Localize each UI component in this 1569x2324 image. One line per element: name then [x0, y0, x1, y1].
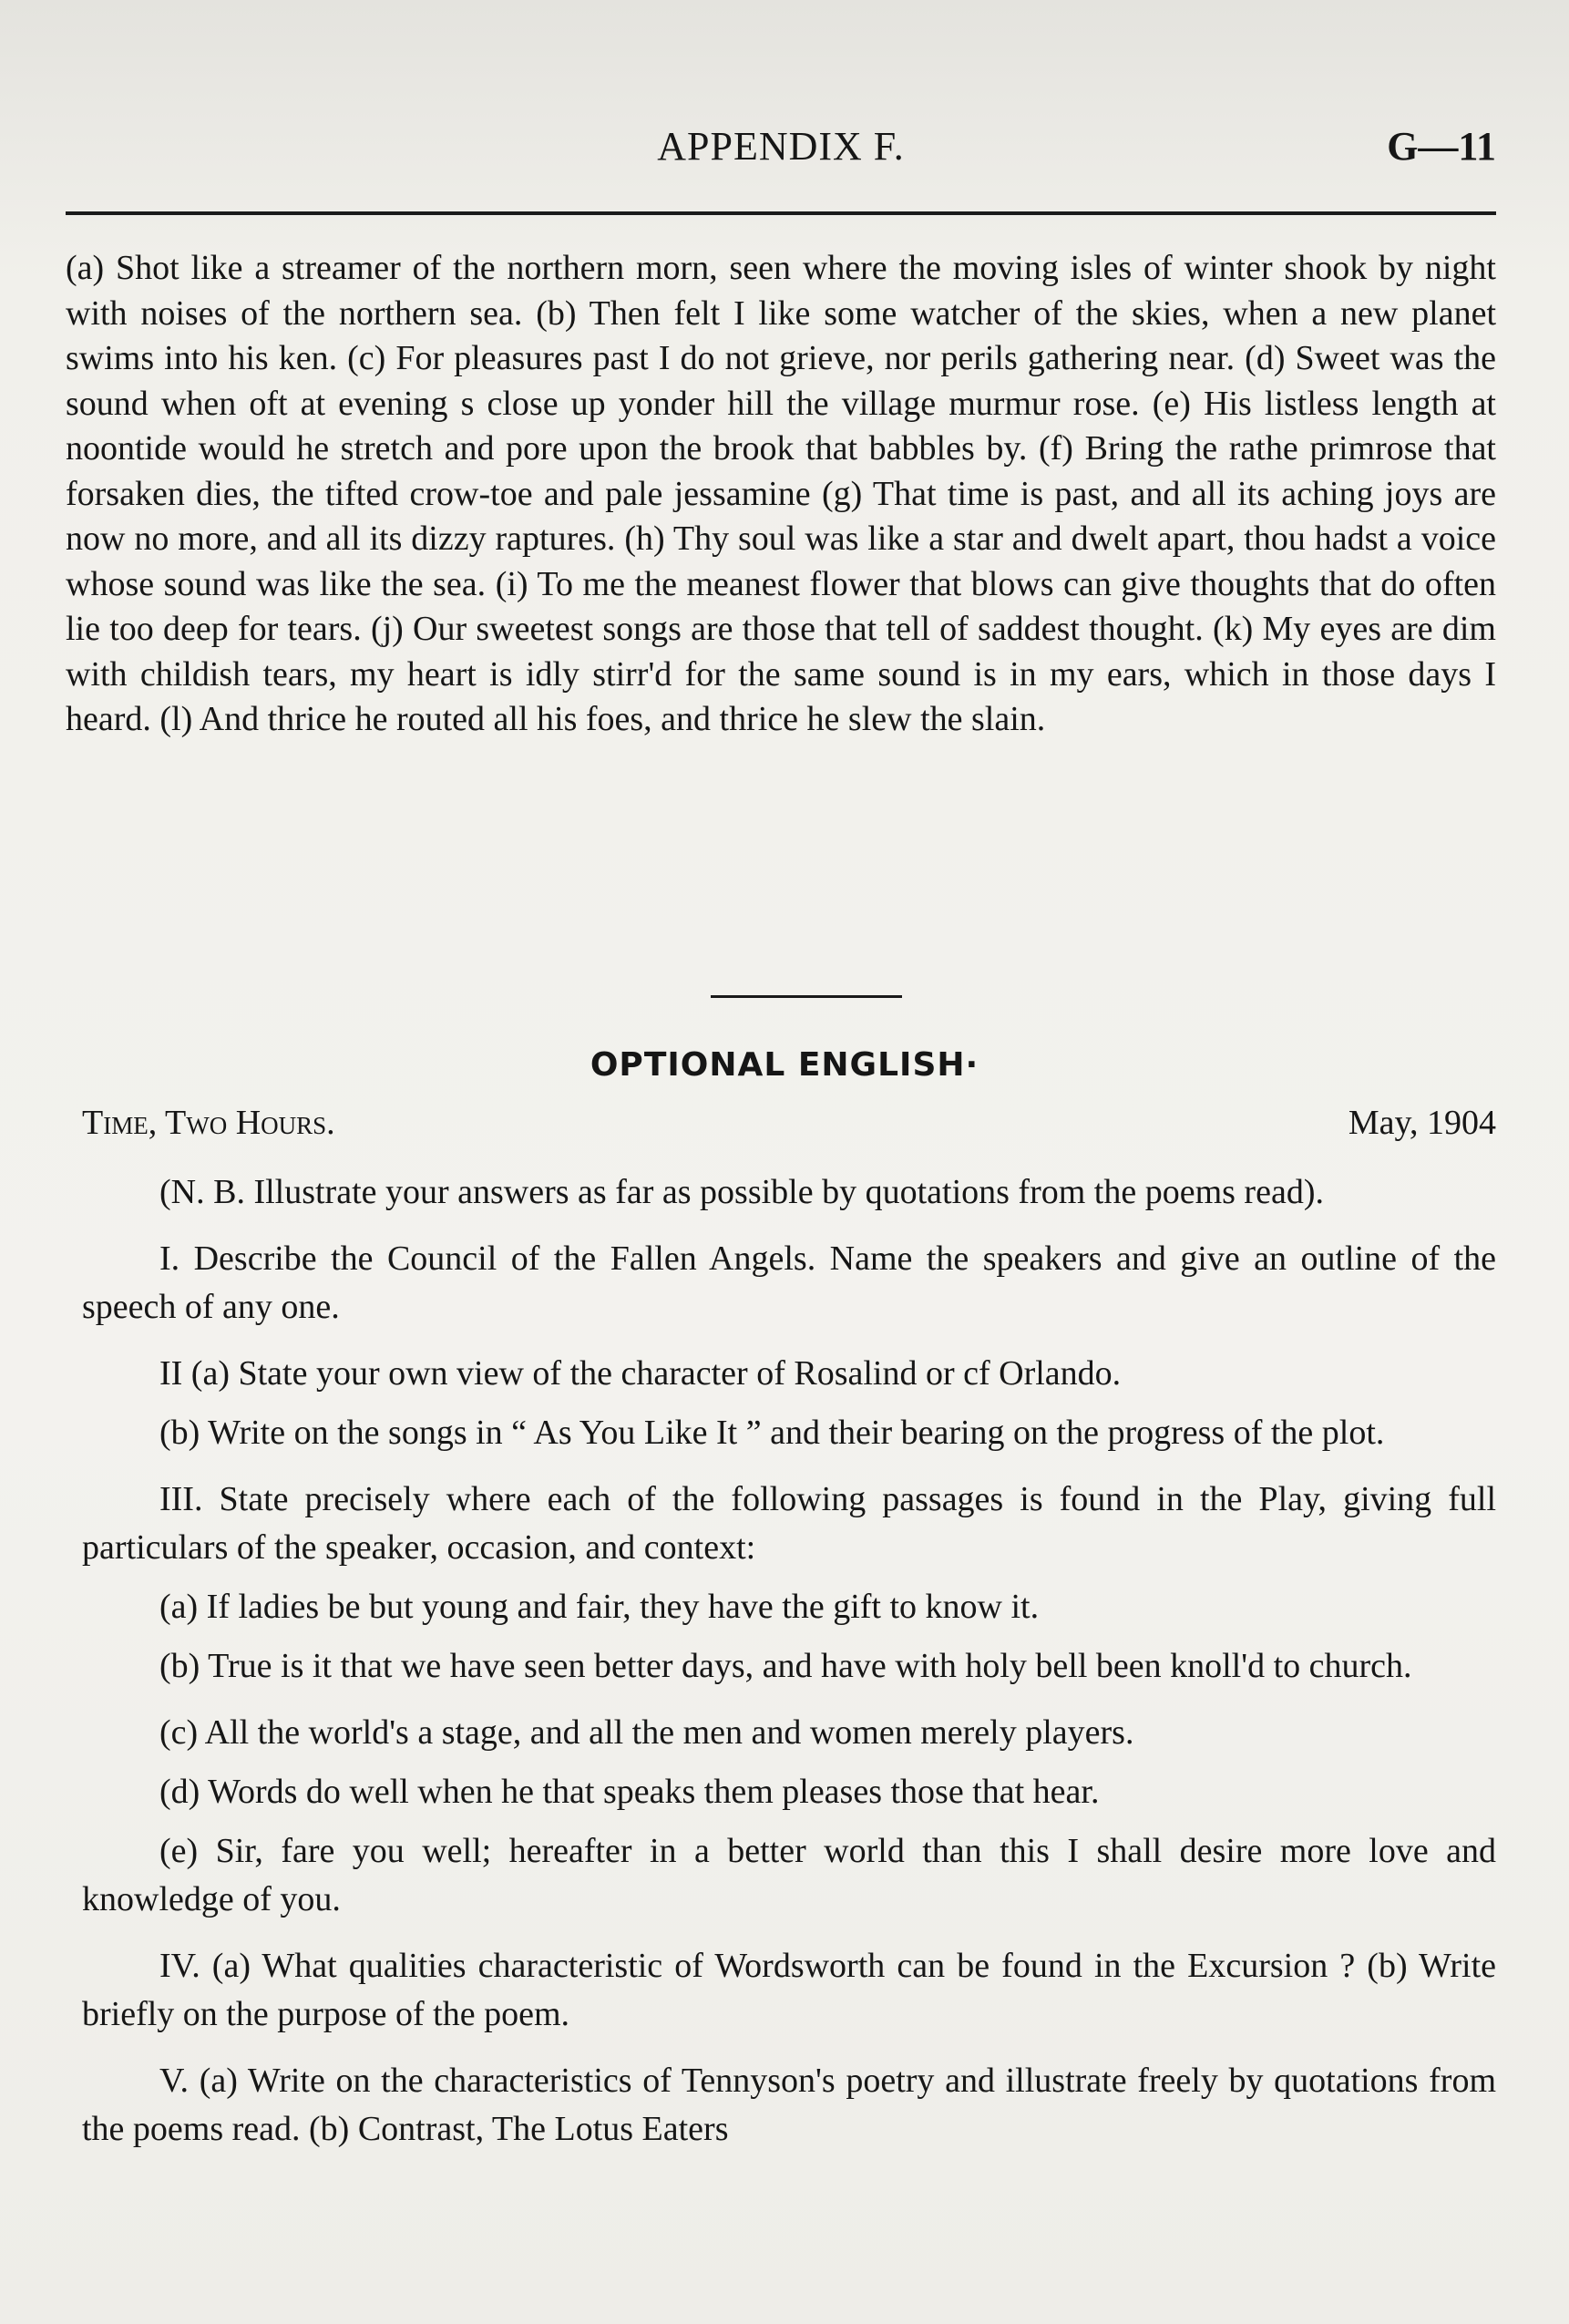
exam-date: May, 1904: [1348, 1104, 1496, 1142]
passage-3c: (c) All the world's a stage, and all the men and women merely players.: [159, 1713, 1134, 1752]
question-3: III. State precisely where each of the following passages is found in the Play, giving full particulars of the speaker, occasion, and context:: [82, 1480, 1496, 1567]
nb-note: (N. B. Illustrate your answers as far as possible by quotations from the poems read).: [159, 1173, 1324, 1211]
passage-3e: (e) Sir, fare you well; hereafter in a better world than this I shall desire more love and knowledge of you.: [82, 1832, 1496, 1918]
exam-body: [82, 1168, 1496, 2172]
page-header: [66, 123, 1496, 187]
question-2a: II (a) State your own view of the character of Rosalind or cf Orlando.: [159, 1354, 1122, 1393]
question-4: IV. (a) What qualities characteristic of Wordsworth can be found in the Excursion ? (b) Write briefly on the purpose of the poem.: [82, 1947, 1496, 2033]
page-number: G—11: [1387, 124, 1496, 169]
quotes-passage: (a) Shot like a streamer of the northern morn, seen where the moving isles of winter shook by night with noises of the northern sea. (b) Then felt I like some watcher of the skies, when a new planet swims into his ken. (c) For pleasures past I do not grieve, nor perils gathering near. (d) Sweet was the sound when oft at evening s close up yonder hill the village murmur rose. (e) His listless length at noontide would he stretch and pore upon the brook that babbles by. (f) Bring the rathe primrose that forsaken dies, the tifted crow-toe and pale jessamine (g) That time is past, and all its aching joys are now no more, and all its dizzy raptures. (h) Thy soul was like a star and dwelt apart, thou hadst a voice whose sound was like the sea. (i) To me the meanest flower that blows can give thoughts that do often lie too deep for tears. (j) Our sweetest songs are those that tell of saddest thought. (k) My eyes are dim with childish tears, my heart is idly stirr'd for the same sound is in my ears, which in those days I heard. (l) And thrice he routed all his foes, and thrice he slew the slain.: [66, 249, 1496, 738]
question-5: V. (a) Write on the characteristics of Tennyson's poetry and illustrate freely by quotations from the poems read. (b) Contrast, The Lotus Eaters: [82, 2062, 1496, 2148]
exam-meta: [82, 1103, 1496, 1148]
question-2b: (b) Write on the songs in “ As You Like It ” and their bearing on the progress of the plot.: [159, 1414, 1385, 1452]
running-title: APPENDIX F.: [657, 124, 905, 169]
passage-3d: (d) Words do well when he that speaks them pleases those that hear.: [159, 1773, 1100, 1811]
passage-3a: (a) If ladies be but young and fair, they have the gift to know it.: [159, 1588, 1040, 1626]
question-1: I. Describe the Council of the Fallen Angels. Name the speakers and give an outline of the speech of any one.: [82, 1239, 1496, 1326]
header-rule: [66, 211, 1496, 215]
section-title: OPTIONAL ENGLISH·: [590, 1046, 979, 1084]
exam-time: Time, Two Hours.: [82, 1104, 335, 1142]
passage-3b: (b) True is it that we have seen better days, and have with holy bell been knoll'd to church.: [159, 1647, 1412, 1685]
section-divider: [711, 995, 902, 998]
